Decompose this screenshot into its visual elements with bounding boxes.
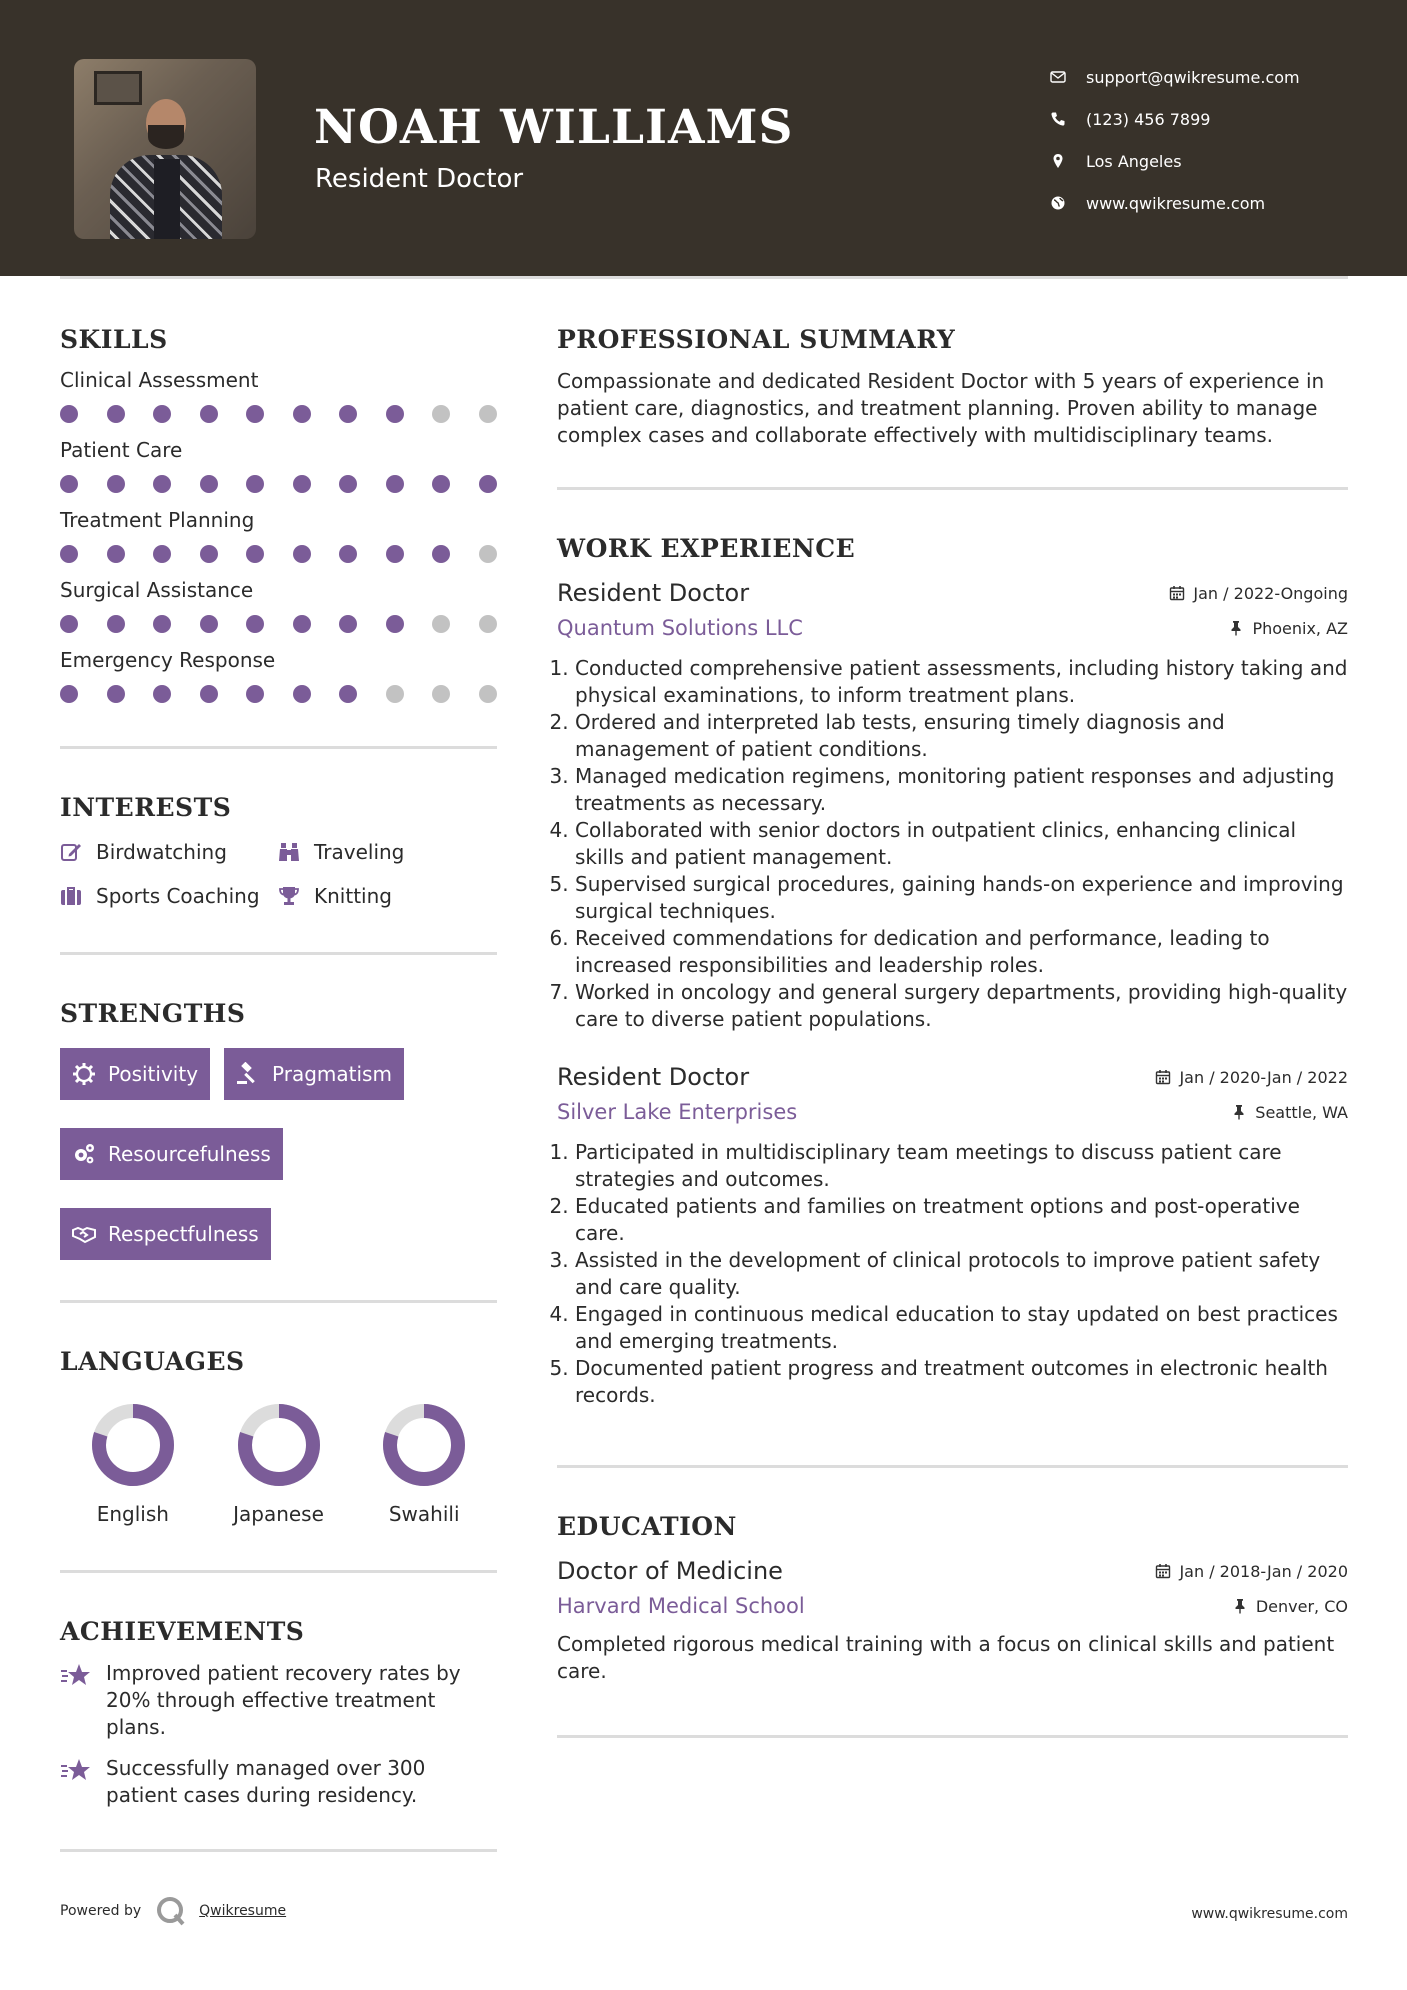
duty-item: 7. Worked in oncology and general surgery departments, providing high-quality care to diverse patient populations. xyxy=(575,979,1348,1033)
job-entry xyxy=(557,1061,1348,1409)
rating-dot-filled xyxy=(339,615,357,633)
skill-item xyxy=(60,508,497,564)
gavel-icon xyxy=(236,1062,260,1086)
calendar-icon xyxy=(1155,1563,1171,1579)
company-name: Quantum Solutions LLC xyxy=(557,616,803,640)
duty-item: 5. Documented patient progress and treatment outcomes in electronic health records. xyxy=(575,1355,1348,1409)
job-date: Jan / 2022-Ongoing xyxy=(1169,584,1348,603)
rating-dot-filled xyxy=(293,685,311,703)
pencil-icon xyxy=(60,841,96,863)
phone-icon xyxy=(1050,111,1086,127)
qwikresume-link[interactable]: Qwikresume xyxy=(199,1903,287,1919)
section-divider xyxy=(60,1849,497,1852)
candidate-title: Resident Doctor xyxy=(315,164,524,194)
rating-dot-empty xyxy=(386,685,404,703)
rating-dot-filled xyxy=(107,545,125,563)
candidate-name: NOAH WILLIAMS xyxy=(314,100,794,155)
footer-url[interactable]: www.qwikresume.com xyxy=(1191,1906,1348,1922)
rating-dot-filled xyxy=(60,475,78,493)
rating-dot-filled xyxy=(293,475,311,493)
section-divider xyxy=(60,1300,497,1303)
cogs-icon xyxy=(72,1142,96,1166)
contact-location: Los Angeles xyxy=(1050,140,1380,182)
skill-name: Treatment Planning xyxy=(60,508,255,532)
skill-item xyxy=(60,438,497,494)
gear-icon xyxy=(72,1062,96,1086)
language-proficiency-ring xyxy=(90,1402,176,1488)
job-location: Seattle, WA xyxy=(1231,1103,1348,1122)
strengths-list xyxy=(60,1048,497,1260)
map-pin-icon xyxy=(1050,153,1086,169)
rating-dot-filled xyxy=(153,615,171,633)
skill-rating xyxy=(60,404,497,424)
skills-title: SKILLS xyxy=(60,325,168,354)
contact-email[interactable]: support@qwikresume.com xyxy=(1050,56,1380,98)
section-divider xyxy=(557,487,1348,490)
job-duties xyxy=(557,655,1348,1033)
rating-dot-filled xyxy=(153,475,171,493)
rating-dot-filled xyxy=(200,545,218,563)
rating-dot-filled xyxy=(60,685,78,703)
duty-item: 4. Engaged in continuous medical education to stay updated on best practices and emerging treatments. xyxy=(575,1301,1348,1355)
skill-item xyxy=(60,648,497,704)
skill-rating xyxy=(60,684,497,704)
rating-dot-filled xyxy=(153,685,171,703)
contact-website[interactable]: www.qwikresume.com xyxy=(1050,182,1380,224)
education-entry xyxy=(557,1555,1348,1685)
skill-rating xyxy=(60,544,497,564)
star-award-icon xyxy=(60,1755,106,1809)
interests-list xyxy=(60,838,497,910)
language-name: English xyxy=(96,1502,169,1526)
interest-item: Birdwatching xyxy=(60,838,278,866)
duty-item: 1. Participated in multidisciplinary team meetings to discuss patient care strategies and outcomes. xyxy=(575,1139,1348,1193)
duty-item: 1. Conducted comprehensive patient assessments, including history taking and physical examinations, to inform treatment plans. xyxy=(575,655,1348,709)
rating-dot-filled xyxy=(293,545,311,563)
rating-dot-filled xyxy=(200,405,218,423)
duty-item: 3. Managed medication regimens, monitoring patient responses and adjusting treatments as necessary. xyxy=(575,763,1348,817)
duty-item: 2. Educated patients and families on treatment options and post-operative care. xyxy=(575,1193,1348,1247)
duty-item: 5. Supervised surgical procedures, gaining hands-on experience and improving surgical techniques. xyxy=(575,871,1348,925)
skill-name: Clinical Assessment xyxy=(60,368,259,392)
rating-dot-filled xyxy=(386,545,404,563)
skill-item xyxy=(60,368,497,424)
resume-header xyxy=(0,0,1407,276)
pushpin-icon xyxy=(1231,1104,1247,1120)
rating-dot-empty xyxy=(432,685,450,703)
strength-badge: Resourcefulness xyxy=(60,1128,283,1180)
rating-dot-filled xyxy=(107,475,125,493)
rating-dot-filled xyxy=(386,615,404,633)
rating-dot-filled xyxy=(153,405,171,423)
rating-dot-filled xyxy=(107,405,125,423)
school-name: Harvard Medical School xyxy=(557,1594,805,1618)
education-date: Jan / 2018-Jan / 2020 xyxy=(1155,1562,1348,1581)
rating-dot-empty xyxy=(479,545,497,563)
skill-name: Patient Care xyxy=(60,438,183,462)
rating-dot-filled xyxy=(107,685,125,703)
strength-badge: Positivity xyxy=(60,1048,210,1100)
job-entry xyxy=(557,577,1348,1033)
rating-dot-filled xyxy=(339,685,357,703)
section-divider xyxy=(557,1735,1348,1738)
duty-item: 2. Ordered and interpreted lab tests, ensuring timely diagnosis and management of patient conditions. xyxy=(575,709,1348,763)
strength-badge: Respectfulness xyxy=(60,1208,271,1260)
job-location: Phoenix, AZ xyxy=(1228,619,1348,638)
left-column xyxy=(60,325,497,1852)
rating-dot-filled xyxy=(60,615,78,633)
rating-dot-empty xyxy=(479,685,497,703)
summary-text: Compassionate and dedicated Resident Doctor with 5 years of experience in patient care, diagnostics, and treatment planning. Proven ability to manage complex cases and collaborate effectively with multidisciplinary teams. xyxy=(557,369,1325,447)
envelope-icon xyxy=(1050,69,1086,85)
rating-dot-filled xyxy=(60,545,78,563)
rating-dot-filled xyxy=(200,475,218,493)
rating-dot-filled xyxy=(153,545,171,563)
skill-rating xyxy=(60,474,497,494)
language-proficiency-ring xyxy=(236,1402,322,1488)
summary-title: PROFESSIONAL SUMMARY xyxy=(557,325,956,354)
achievement-item: Improved patient recovery rates by 20% through effective treatment plans. xyxy=(60,1660,497,1741)
interests-title: INTERESTS xyxy=(60,793,232,822)
pushpin-icon xyxy=(1232,1598,1248,1614)
rating-dot-filled xyxy=(479,475,497,493)
trophy-icon xyxy=(278,885,314,907)
language-item xyxy=(351,1402,497,1526)
language-item xyxy=(60,1402,206,1526)
section-divider xyxy=(60,952,497,955)
language-item xyxy=(206,1402,352,1526)
rating-dot-filled xyxy=(432,545,450,563)
rating-dot-filled xyxy=(293,615,311,633)
rating-dot-filled xyxy=(246,405,264,423)
section-divider xyxy=(557,1465,1348,1468)
rating-dot-filled xyxy=(386,405,404,423)
rating-dot-filled xyxy=(339,545,357,563)
achievements-list xyxy=(60,1660,497,1809)
strengths-title: STRENGTHS xyxy=(60,999,246,1028)
education-title: EDUCATION xyxy=(557,1512,737,1541)
education-location: Denver, CO xyxy=(1232,1597,1348,1616)
languages-title: LANGUAGES xyxy=(60,1347,245,1376)
profile-photo xyxy=(74,59,256,239)
education-description: Completed rigorous medical training with a focus on clinical skills and patient care. xyxy=(557,1632,1335,1683)
rating-dot-filled xyxy=(246,545,264,563)
language-proficiency-ring xyxy=(381,1402,467,1488)
calendar-icon xyxy=(1155,1069,1171,1085)
section-divider xyxy=(60,746,497,749)
duty-item: 3. Assisted in the development of clinical protocols to improve patient safety and care quality. xyxy=(575,1247,1348,1301)
pushpin-icon xyxy=(1228,620,1244,636)
job-title: Resident Doctor xyxy=(557,1063,750,1091)
rating-dot-empty xyxy=(432,615,450,633)
skill-rating xyxy=(60,614,497,634)
languages-list xyxy=(60,1402,497,1526)
rating-dot-filled xyxy=(200,685,218,703)
skill-item xyxy=(60,578,497,634)
rating-dot-filled xyxy=(60,405,78,423)
job-date: Jan / 2020-Jan / 2022 xyxy=(1155,1068,1348,1087)
binoculars-icon xyxy=(278,841,314,863)
interest-item: Sports Coaching xyxy=(60,882,278,910)
language-name: Japanese xyxy=(233,1502,324,1526)
rating-dot-filled xyxy=(246,685,264,703)
rating-dot-filled xyxy=(339,405,357,423)
job-duties xyxy=(557,1139,1348,1409)
right-column xyxy=(557,325,1348,1738)
globe-icon xyxy=(1050,195,1086,211)
rating-dot-empty xyxy=(479,405,497,423)
skill-name: Surgical Assistance xyxy=(60,578,254,602)
strength-badge: Pragmatism xyxy=(224,1048,404,1100)
interest-item: Knitting xyxy=(278,882,497,910)
rating-dot-filled xyxy=(246,615,264,633)
interest-item: Traveling xyxy=(278,838,497,866)
skill-name: Emergency Response xyxy=(60,648,276,672)
duty-item: 4. Collaborated with senior doctors in outpatient clinics, enhancing clinical skills and patient management. xyxy=(575,817,1348,871)
footer-powered-by: Powered by Qwikresume xyxy=(60,1895,286,1927)
contact-phone[interactable]: (123) 456 7899 xyxy=(1050,98,1380,140)
star-award-icon xyxy=(60,1660,106,1741)
experience-title: WORK EXPERIENCE xyxy=(557,534,856,563)
rating-dot-filled xyxy=(293,405,311,423)
degree-title: Doctor of Medicine xyxy=(557,1557,783,1585)
rating-dot-filled xyxy=(107,615,125,633)
rating-dot-filled xyxy=(432,475,450,493)
skills-list xyxy=(60,368,497,704)
header-divider xyxy=(60,276,1348,279)
job-title: Resident Doctor xyxy=(557,579,750,607)
rating-dot-empty xyxy=(479,615,497,633)
handshake-icon xyxy=(72,1222,96,1246)
company-name: Silver Lake Enterprises xyxy=(557,1100,798,1124)
rating-dot-filled xyxy=(200,615,218,633)
rating-dot-empty xyxy=(432,405,450,423)
duty-item: 6. Received commendations for dedication and performance, leading to increased responsibilities and leadership roles. xyxy=(575,925,1348,979)
achievements-title: ACHIEVEMENTS xyxy=(60,1617,305,1646)
calendar-icon xyxy=(1169,585,1185,601)
section-divider xyxy=(60,1570,497,1573)
rating-dot-filled xyxy=(246,475,264,493)
qwikresume-logo-icon xyxy=(155,1895,187,1927)
contact-list xyxy=(1050,56,1380,224)
rating-dot-filled xyxy=(386,475,404,493)
language-name: Swahili xyxy=(388,1502,460,1526)
rating-dot-filled xyxy=(339,475,357,493)
achievement-item: Successfully managed over 300 patient cases during residency. xyxy=(60,1755,497,1809)
briefcase-icon xyxy=(60,885,96,907)
